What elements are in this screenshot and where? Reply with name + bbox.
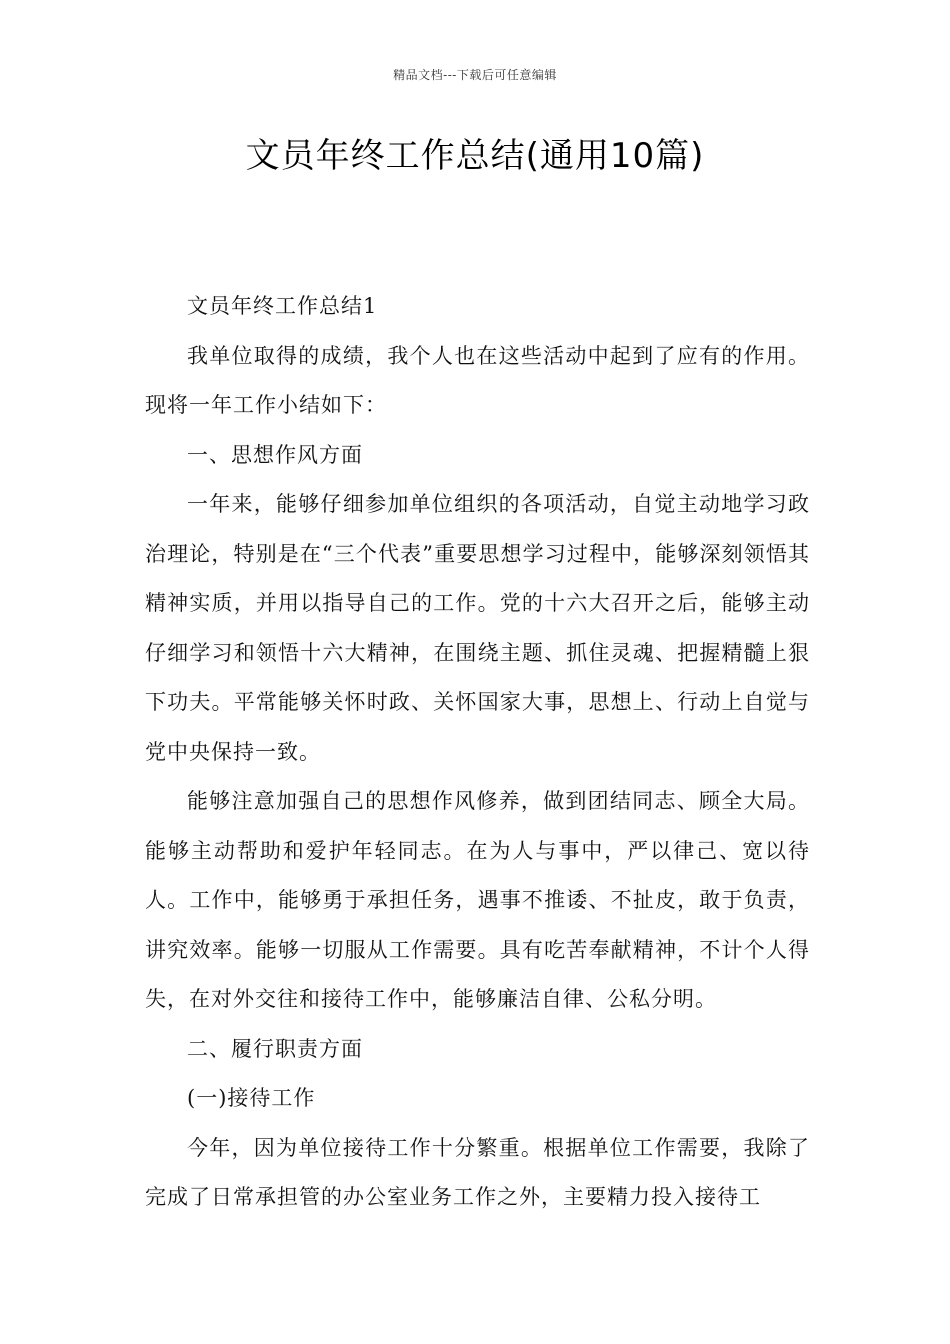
- section-heading: 一、思想作风方面: [187, 442, 363, 467]
- header-note: 精品文档---下载后可任意编辑: [393, 68, 557, 82]
- body-paragraph: 我单位取得的成绩，我个人也在这些活动中起到了应有的作用。现将一年工作小结如下：: [145, 343, 810, 417]
- document-title: 文员年终工作总结(通用10篇): [245, 136, 705, 176]
- section-heading: 二、履行职责方面: [187, 1036, 363, 1061]
- subsection-heading: (一)接待工作: [187, 1086, 316, 1110]
- section-heading: 文员年终工作总结1: [187, 294, 378, 318]
- body-paragraph: 能够注意加强自己的思想作风修养，做到团结同志、顾全大局。能够主动帮助和爱护年轻同志。在为人与事中，严以律己、宽以待人。工作中，能够勇于承担任务，遇事不推诿、不扯皮，敢于负责，讲究效率。能够一切服从工作需要。具有吃苦奉献精神，不计个人得失，在对外交往和接待工作中，能够廉洁自律、公私分明。: [145, 789, 810, 1011]
- body-paragraph: 今年，因为单位接待工作十分繁重。根据单位工作需要，我除了完成了日常承担管的办公室业务工作之外，主要精力投入接待工: [145, 1135, 810, 1209]
- body-paragraph: 一年来，能够仔细参加单位组织的各项活动，自觉主动地学习政治理论，特别是在“三个代表”重要思想学习过程中，能够深刻领悟其精神实质，并用以指导自己的工作。党的十六大召开之后，能够主动仔细学习和领悟十六大精神，在围绕主题、抓住灵魂、把握精髓上狠下功夫。平常能够关怀时政、关怀国家大事，思想上、行动上自觉与党中央保持一致。: [145, 492, 810, 764]
- document-body: [145, 282, 810, 1223]
